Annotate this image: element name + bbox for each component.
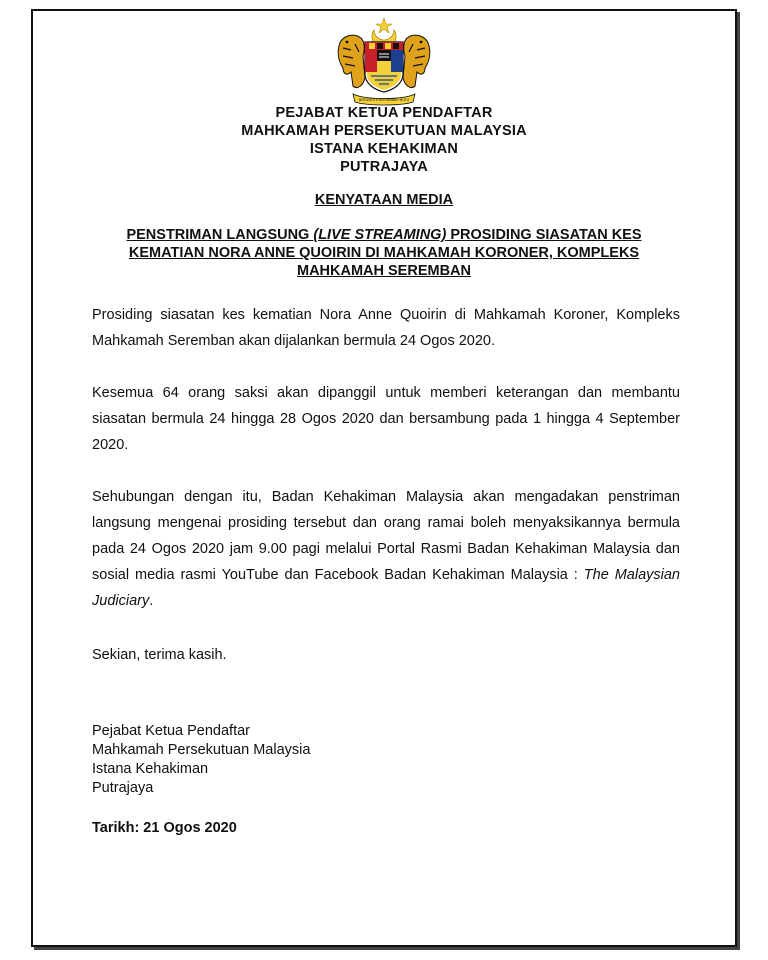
- signature-line-1: Pejabat Ketua Pendaftar: [92, 723, 251, 739]
- paragraph-text: .: [149, 593, 154, 609]
- paragraph-line: pada 24 Ogos 2020 jam 9.00 pagi melalui Portal Rasmi Badan Kehakiman Malaysia dan: [92, 541, 680, 557]
- signature-line-4: Putrajaya: [92, 780, 154, 796]
- subject-italic: (LIVE STREAMING): [313, 227, 447, 243]
- subject-text: PENSTRIMAN LANGSUNG: [126, 227, 314, 243]
- crest-motto: BERSEKUTU BERTAMBAH MUTU: [358, 98, 410, 102]
- paragraph-1: [92, 302, 680, 354]
- paragraph-italic: Judiciary: [92, 593, 150, 609]
- header-line-2: MAHKAMAH PERSEKUTUAN MALAYSIA: [241, 123, 527, 139]
- subject-text: PROSIDING SIASATAN KES: [446, 227, 642, 243]
- closing-line: Sekian, terima kasih.: [92, 647, 227, 663]
- header-line-3: ISTANA KEHAKIMAN: [309, 141, 459, 157]
- paragraph-text: sosial media rasmi YouTube dan Facebook Badan Kehakiman Malaysia :: [92, 567, 584, 583]
- signature-block: [92, 722, 310, 798]
- media-statement-title: KENYATAAN MEDIA: [314, 192, 454, 208]
- subject-line-2: KEMATIAN NORA ANNE QUOIRIN DI MAHKAMAH KORONER, KOMPLEKS: [128, 245, 640, 261]
- signature-line-2: Mahkamah Persekutuan Malaysia: [92, 742, 311, 758]
- header-line-1: PEJABAT KETUA PENDAFTAR: [275, 105, 493, 121]
- coat-of-arms-emblem: [331, 16, 437, 108]
- paragraph-line: [92, 562, 680, 588]
- paragraph-line: Prosiding siasatan kes kematian Nora Anne Quoirin di Mahkamah Koroner, Kompleks: [92, 307, 680, 323]
- paragraph-line: 2020.: [92, 437, 129, 453]
- header-line-4: PUTRAJAYA: [340, 159, 428, 175]
- paragraph-3: [92, 484, 680, 614]
- paragraph-line: Sehubungan dengan itu, Badan Kehakiman Malaysia akan mengadakan penstriman: [92, 489, 680, 505]
- subject-heading: [108, 226, 660, 280]
- paragraph-line: [92, 588, 680, 614]
- office-header: [0, 104, 768, 176]
- paragraph-italic: The Malaysian: [583, 567, 680, 583]
- signature-line-3: Istana Kehakiman: [92, 761, 209, 777]
- paragraph-line: Mahkamah Seremban akan dijalankan bermula 24 Ogos 2020.: [92, 333, 496, 349]
- paragraph-line: langsung mengenai prosiding tersebut dan orang ramai boleh menyaksikannya bermula: [92, 515, 680, 531]
- subject-line-3: MAHKAMAH SEREMBAN: [297, 263, 471, 279]
- paragraph-line: Kesemua 64 orang saksi akan dipanggil untuk memberi keterangan dan membantu: [92, 385, 680, 401]
- closing-remark: [92, 642, 680, 668]
- subject-line-1: [108, 226, 660, 244]
- paragraph-line: siasatan bermula 24 hingga 28 Ogos 2020 dan bersambung pada 1 hingga 4 September: [92, 411, 680, 427]
- paragraph-2: [92, 380, 680, 458]
- statement-date: Tarikh: 21 Ogos 2020: [92, 820, 237, 836]
